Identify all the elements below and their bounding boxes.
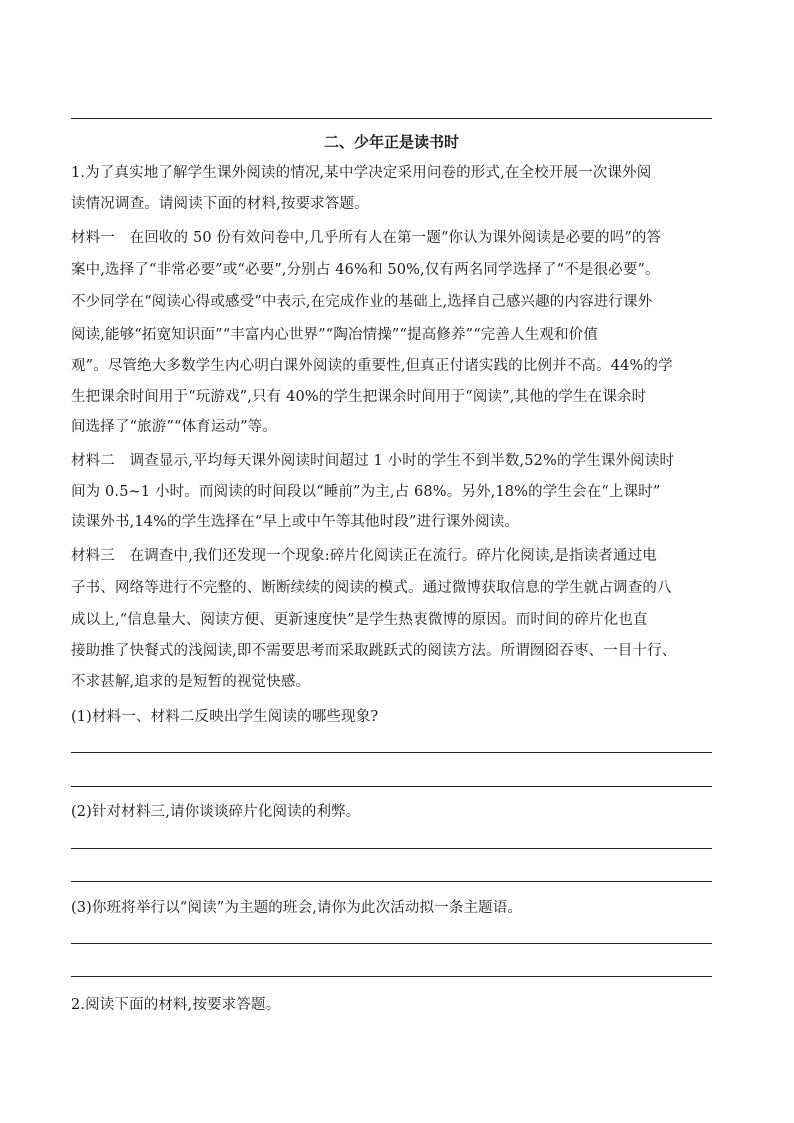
text-line: 子书、网络等进行不完整的、断断续续的阅读的模式。通过微博获取信息的学生就占调查的八 bbox=[71, 580, 672, 596]
text-line: 接助推了快餐式的浅阅读,即不需要思考而采取跳跃式的阅读方法。所谓囫囵吞枣、一目十行、 bbox=[71, 643, 677, 659]
text-line: 阅读,能够“拓宽知识面”“丰富内心世界”“陶冶情操”“提高修养”“完善人生观和价值 bbox=[71, 327, 598, 343]
text-line: 1.为了真实地了解学生课外阅读的情况,某中学决定采用问卷的形式,在全校开展一次课外阅 bbox=[71, 165, 652, 181]
text-line: 生把课余时间用于“玩游戏”,只有 40%的学生把课余时间用于“阅读”,其他的学生在课余时 bbox=[71, 389, 647, 405]
text-line: 读课外书,14%的学生选择在“早上或中午等其他时段”进行课外阅读。 bbox=[71, 514, 520, 530]
text-line: 案中,选择了“非常必要”或“必要”,分别占 46%和 50%,仅有两名同学选择了“不是很必要”。 bbox=[71, 262, 660, 278]
text-line: 材料一 在回收的 50 份有效问卷中,几乎所有人在第一题“你认为课外阅读是必要的吗”的答 bbox=[71, 230, 662, 246]
text-line: 材料二 调查显示,平均每天课外阅读时间超过 1 小时的学生不到半数,52%的学生课外阅读时 bbox=[71, 453, 675, 469]
next-question: 2.阅读下面的材料,按要求答题。 bbox=[71, 997, 281, 1013]
question-3: (3)你班将举行以“阅读”为主题的班会,请你为此次活动拟一条主题语。 bbox=[71, 900, 523, 916]
text-line: 观”。尽管绝大多数学生内心明白课外阅读的重要性,但真正付诸实践的比例并不高。44%的学 bbox=[71, 358, 673, 374]
text-line: 间选择了“旅游”“体育运动”等。 bbox=[71, 419, 278, 435]
text-line: 间为 0.5~1 小时。而阅读的时间段以“睡前”为主,占 68%。另外,18%的学生会在“上课时” bbox=[71, 484, 661, 500]
answer-line-q2-2 bbox=[71, 881, 712, 882]
answer-line-q1-1 bbox=[71, 752, 712, 753]
text-line: 不少同学在“阅读心得或感受”中表示,在完成作业的基础上,选择自己感兴趣的内容进行课外 bbox=[71, 294, 653, 310]
section-title: 二、少年正是读书时 bbox=[323, 133, 459, 151]
answer-line-q3-1 bbox=[71, 943, 712, 944]
answer-line-q1-2 bbox=[71, 786, 712, 787]
text-line: 材料三 在调查中,我们还发现一个现象:碎片化阅读正在流行。碎片化阅读,是指读者通过电 bbox=[71, 548, 657, 564]
answer-line-q2-1 bbox=[71, 848, 712, 849]
question-1: (1)材料一、材料二反映出学生阅读的哪些现象? bbox=[71, 709, 379, 725]
question-2: (2)针对材料三,请你谈谈碎片化阅读的利弊。 bbox=[71, 804, 361, 820]
answer-line-q3-2 bbox=[71, 976, 712, 977]
text-line: 成以上,“信息量大、阅读方便、更新速度快”是学生热衷微博的原因。而时间的碎片化也直 bbox=[71, 612, 648, 628]
text-line: 读情况调查。请阅读下面的材料,按要求答题。 bbox=[71, 196, 369, 212]
document-page bbox=[71, 0, 712, 1123]
header-divider bbox=[71, 118, 712, 119]
text-line: 不求甚解,追求的是短暂的视觉快感。 bbox=[71, 674, 311, 690]
